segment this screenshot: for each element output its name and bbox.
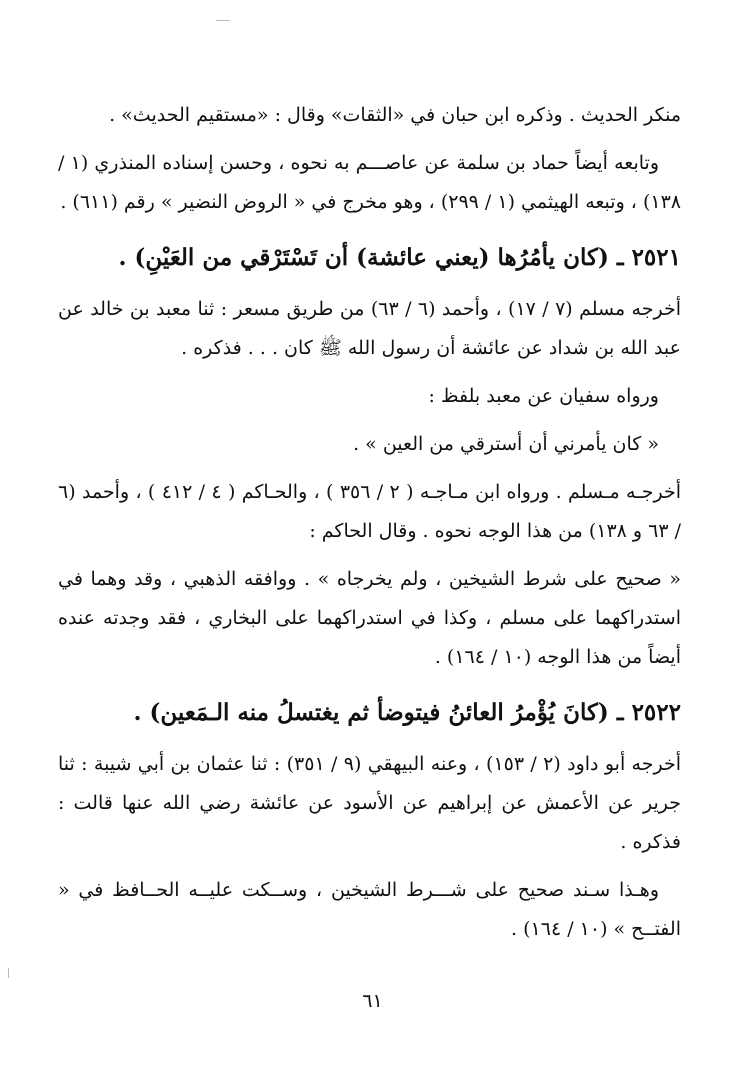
page-number: ٦١ [362, 990, 383, 1012]
paragraph: ورواه سفيان عن معبد بلفظ : [428, 385, 659, 407]
quoted-text: « كان يأمرني أن أسترقي من العين » . [353, 433, 659, 455]
hadith-heading: ٢٥٢١ ـ (كان يأمُرُها (يعني عائشة) أن تَسْتَرْقي من العَيْنِ) . [118, 244, 681, 271]
page-body [58, 96, 681, 958]
scan-edge-mark [8, 968, 9, 978]
scan-edge-mark [216, 20, 230, 21]
paragraph: وتابعه أيضاً حماد بن سلمة عن عاصـــم به نحوه ، وحسن إسناده المنذري (١ / ١٣٨) ، وتبعه الهيثمي (١ / ٢٩٩) ، وهو مخرج في « الروض النضير » رقم (٦١١) . [58, 152, 681, 213]
paragraph: وهـذا سـند صحيح على شـــرط الشيخين ، وســكت عليــه الحــافظ في « الفتــح » (١٠ / ١٦٤) . [58, 879, 681, 940]
hadith-heading: ٢٥٢٢ ـ (كانَ يُؤْمرُ العائنُ فيتوضأ ثم يغتسلُ منه الـمَعين) . [133, 699, 681, 726]
paragraph: أخرجه أبو داود (٢ / ١٥٣) ، وعنه البيهقي (٩ / ٣٥١) : ثنا عثمان بن أبي شيبة : ثنا جرير عن الأعمش عن إبراهيم عن الأسود عن عائشة رضي الله عنها قالت : فذكره . [58, 753, 681, 853]
paragraph: منكر الحديث . وذكره ابن حبان في «الثقات» وقال : «مستقيم الحديث» . [109, 104, 681, 126]
quoted-text: « صحيح على شرط الشيخين ، ولم يخرجاه » . ووافقه الذهبي ، وقد وهما في استدراكهما على مسلم ، وكذا في استدراكهما على البخاري ، فقد وجدته عنده أيضاً من هذا الوجه (١٠ / ١٦٤) . [58, 568, 681, 668]
paragraph: أخرجه مسلم (٧ / ١٧) ، وأحمد (٦ / ٦٣) من طريق مسعر : ثنا معبد بن خالد عن عبد الله بن شداد عن عائشة أن رسول الله ﷺ كان . . . فذكره . [58, 298, 681, 359]
paragraph: أخرجـه مـسلم . ورواه ابن مـاجـه ( ٢ / ٣٥٦ ) ، والحـاكم ( ٤ / ٤١٢ ) ، وأحمد (٦ / ٦٣ و ١٣٨) من هذا الوجه نحوه . وقال الحاكم : [58, 481, 681, 542]
